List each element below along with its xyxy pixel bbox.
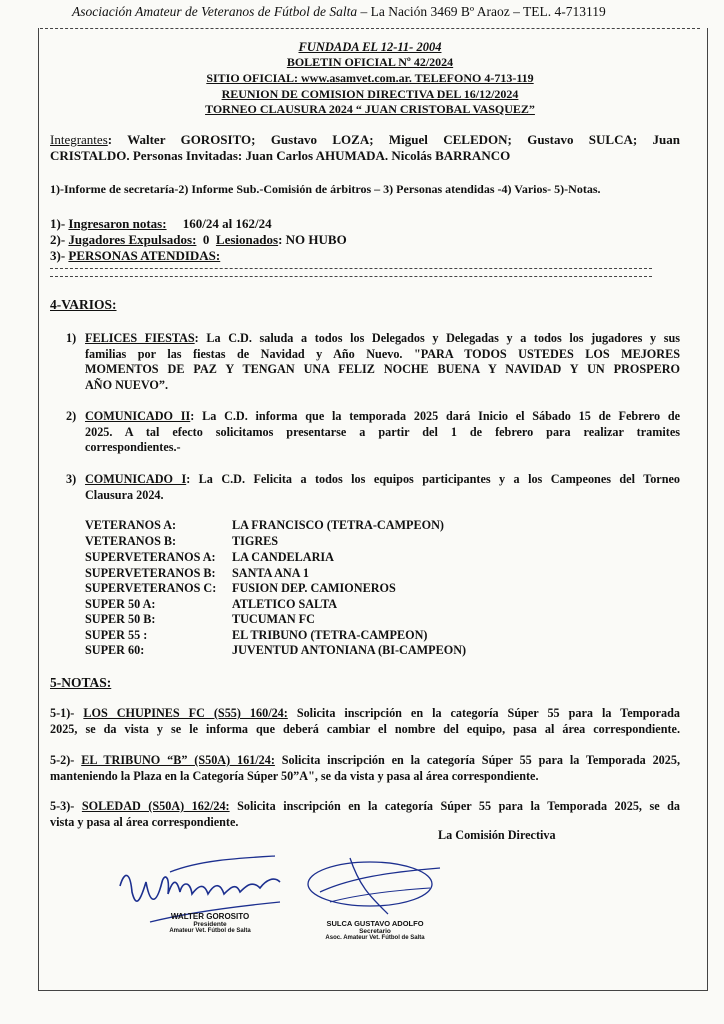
members-label: Integrantes [50,132,108,147]
champion-team: LA CANDELARIA [232,550,334,564]
varios-3-number: 3) [66,472,77,486]
signature-1-role: Presidente [193,921,227,928]
champion-team: ATLETICO SALTA [232,597,338,611]
champion-team: TIGRES [232,534,279,548]
page-frame [38,28,708,991]
item-notes: 1)- Ingresaron notas: 160/24 al 162/24 [50,216,272,231]
varios-1-text: FELICES FIESTAS: La C.D. saluda a todos los Delegados y Delegadas y a todos los jugadores y sus familias por las fiestas de Navidad y Año Nuevo. "PARA TODOS USTEDES LOS MEJORES MOMENTOS DE PAZ Y TENGAN UNA FELIZ NOCHE BUENA Y NAVIDAD Y UN PROSPERO AÑO NUEVO”. [85,331,680,392]
signature-2-name: SULCA GUSTAVO ADOLFO [326,919,424,928]
notas-heading: 5-NOTAS: [50,675,112,690]
letterhead [72,4,606,20]
champion-category: SUPERVETERANOS B: [85,566,216,580]
closing-signature-line: La Comisión Directiva [438,828,556,842]
champion-team: JUVENTUD ANTONIANA (BI-CAMPEON) [232,643,467,657]
champion-team: LA FRANCISCO (TETRA-CAMPEON) [232,518,444,532]
agenda: 1)-Informe de secretaría-2) Informe Sub.-Comisión de árbitros – 3) Personas atendidas -4) Varios- 5)-Notas. [50,182,601,196]
association-address: – La Nación 3469 Bº Araoz – TEL. 4-713119 [357,4,606,19]
champion-team: FUSION DEP. CAMIONEROS [232,581,396,595]
varios-heading: 4-VARIOS: [50,297,117,312]
varios-2-text: COMUNICADO II: La C.D. informa que la temporada 2025 dará Inicio el Sábado 15 de Febrero de 2025. A tal efecto solicitamos presentarse a partir del 1 de febrero para realizar tramites correspondientes.- [85,409,681,454]
item-persons: 3)- PERSONAS ATENDIDAS: [50,248,221,263]
nota-2: 5-2)- EL TRIBUNO “B” (S50A) 161/24: Solicita inscripción en la categoría Súper 55 para la Temporada 2025, manteniendo la Plaza en la Categoría Súper 50”A", se da vista y pasa al área correspondiente. [50,753,680,783]
tournament-title: TORNEO CLAUSURA 2024 “ JUAN CRISTOBAL VASQUEZ” [205,102,535,116]
signature-2-role: Secretario [359,928,391,935]
champion-team: SANTA ANA 1 [232,566,309,580]
champion-category: VETERANOS A: [85,518,177,532]
section-divider [50,276,652,277]
signature-1-org: Amateur Vet. Fútbol de Salta [169,928,251,934]
header-divider [40,28,700,29]
varios-3-text: COMUNICADO I: La C.D. Felicita a todos los equipos participantes y a los Campeones del Torneo Clausura 2024. [85,472,680,502]
signature-2-org: Asoc. Amateur Vet. Fútbol de Salta [325,935,425,941]
members-paragraph: Integrantes: Walter GOROSITO; Gustavo LOZA; Miguel CELEDON; Gustavo SULCA; Juan CRISTALDO. Personas Invitadas: Juan Carlos AHUMADA. Nicolás BARRANCO [50,132,680,163]
champion-category: SUPER 50 B: [85,612,156,626]
association-name: Asociación Amateur de Veteranos de Fútbol de Salta [72,4,358,19]
varios-1-number: 1) [66,331,77,345]
official-site: SITIO OFICIAL: www.asamvet.com.ar. TELEFONO 4-713-119 [206,71,534,85]
nota-3: 5-3)- SOLEDAD (S50A) 162/24: Solicita inscripción en la categoría Súper 55 para la Temporada 2025, se da vista y pasa al área correspondiente. [50,799,681,829]
varios-2-number: 2) [66,409,77,423]
meeting-date: REUNION DE COMISION DIRECTIVA DEL 16/12/2024 [221,87,519,101]
section-divider [50,268,652,269]
champion-category: VETERANOS B: [85,534,177,548]
champion-team: EL TRIBUNO (TETRA-CAMPEON) [232,628,428,642]
champion-category: SUPERVETERANOS A: [85,550,216,564]
signature-1-name: WALTER GOROSITO [170,912,250,921]
champion-category: SUPER 50 A: [85,597,156,611]
nota-1: 5-1)- LOS CHUPINES FC (S55) 160/24: Solicita inscripción en la categoría Súper 55 para la Temporada 2025, se da vista y se le informa que deberá cambiar el nombre del equipo, pasa al área correspondiente. [50,706,680,736]
bulletin-number: BOLETIN OFICIAL Nº 42/2024 [286,55,454,69]
item-players: 2)- Jugadores Expulsados: 0 Lesionados: NO HUBO [50,232,347,247]
founded-title: FUNDADA EL 12-11- 2004 [298,40,442,54]
signature-sulca [300,848,450,924]
champion-team: TUCUMAN FC [232,612,315,626]
champion-category: SUPERVETERANOS C: [85,581,217,595]
champion-category: SUPER 60: [85,643,145,657]
champion-category: SUPER 55 : [85,628,148,642]
